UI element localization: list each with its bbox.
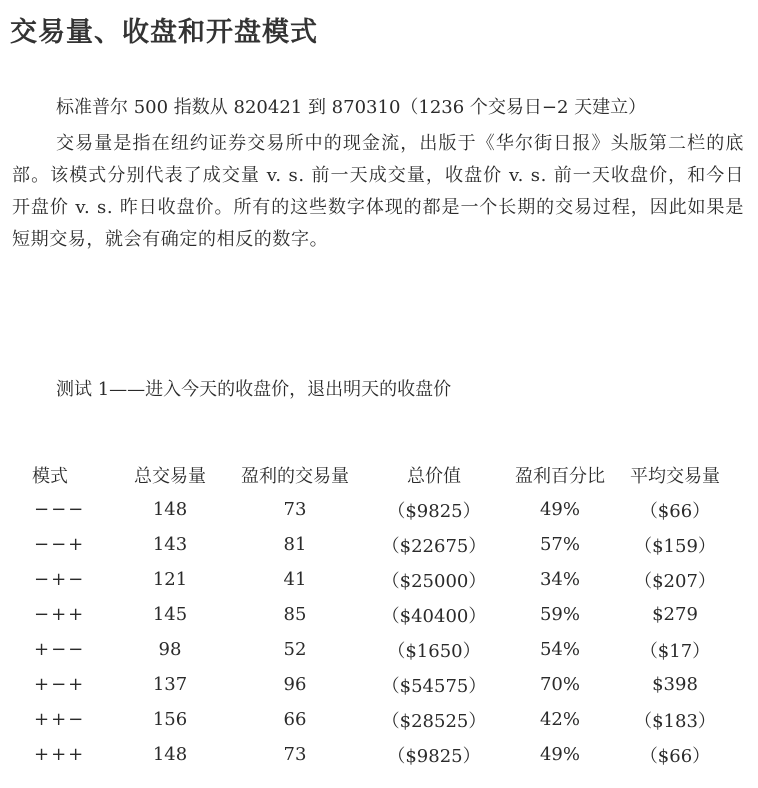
cell-win-percent: 57% [539, 534, 580, 555]
header-win-percent: 盈利百分比 [515, 466, 605, 487]
cell-winning-trades: 73 [283, 499, 307, 520]
cell-pattern: +++ [34, 744, 86, 765]
cell-win-percent: 49% [539, 744, 580, 765]
cell-pattern: −−− [34, 499, 86, 520]
table-row [22, 527, 734, 562]
cell-total-value: （$28525） [381, 710, 487, 732]
cell-total-value: （$22675） [381, 535, 487, 557]
cell-winning-trades: 52 [283, 639, 307, 660]
body-paragraph: 交易量是指在纽约证券交易所中的现金流，出版于《华尔街日报》头版第二栏的底部。该模式分别代表了成交量 v. s. 前一天成交量，收盘价 v. s. 前一天收盘价，和今日开盘价 v. s. 昨日收盘价。所有的这些数字体现的都是一个长期的交易过程，因此如果是短期交易，就会有确定的相反的数字。 [12, 133, 744, 250]
cell-win-percent: 70% [539, 674, 580, 695]
header-total-value: 总价值 [407, 466, 461, 487]
cell-winning-trades: 66 [283, 709, 307, 730]
cell-win-percent: 42% [539, 709, 580, 730]
table-row [22, 737, 734, 772]
cell-average-trade: （$17） [639, 640, 711, 662]
cell-pattern: ++− [34, 709, 86, 730]
cell-winning-trades: 73 [283, 744, 307, 765]
index-description: 标准普尔 500 指数从 820421 到 870310（1236 个交易日−2 天建立） [56, 97, 647, 118]
cell-total-value: （$9825） [387, 745, 481, 767]
cell-total-trades: 137 [152, 674, 188, 695]
table-header-row [22, 458, 734, 492]
header-total-trades: 总交易量 [134, 466, 206, 487]
cell-pattern: −++ [34, 604, 86, 625]
cell-average-trade: $279 [652, 604, 698, 625]
cell-average-trade: $398 [652, 674, 698, 695]
table-row [22, 632, 734, 667]
cell-total-trades: 121 [152, 569, 188, 590]
results-table [22, 458, 734, 772]
table-row [22, 597, 734, 632]
cell-winning-trades: 41 [283, 569, 307, 590]
cell-average-trade: （$183） [634, 710, 716, 732]
cell-pattern: +−+ [34, 674, 86, 695]
table-row [22, 492, 734, 527]
cell-win-percent: 34% [539, 569, 580, 590]
cell-pattern: −−+ [34, 534, 86, 555]
cell-total-trades: 143 [152, 534, 188, 555]
section-title: 交易量、收盘和开盘模式 [10, 17, 318, 48]
cell-winning-trades: 96 [283, 674, 307, 695]
cell-average-trade: （$159） [634, 535, 716, 557]
cell-average-trade: （$207） [634, 570, 716, 592]
test-title: 测试 1——进入今天的收盘价，退出明天的收盘价 [56, 379, 452, 400]
cell-average-trade: （$66） [639, 500, 711, 522]
cell-win-percent: 54% [539, 639, 580, 660]
cell-win-percent: 49% [539, 499, 580, 520]
cell-pattern: −+− [34, 569, 86, 590]
cell-winning-trades: 85 [283, 604, 307, 625]
cell-total-trades: 148 [152, 499, 188, 520]
header-winning-trades: 盈利的交易量 [241, 466, 349, 487]
cell-total-value: （$9825） [387, 500, 481, 522]
cell-total-trades: 98 [158, 639, 182, 660]
table-row [22, 667, 734, 702]
cell-total-value: （$54575） [381, 675, 487, 697]
cell-total-trades: 148 [152, 744, 188, 765]
cell-win-percent: 59% [539, 604, 580, 625]
cell-total-value: （$40400） [381, 605, 487, 627]
table-row [22, 702, 734, 737]
cell-total-trades: 145 [152, 604, 188, 625]
cell-winning-trades: 81 [283, 534, 307, 555]
header-pattern: 模式 [32, 466, 68, 487]
cell-total-value: （$1650） [387, 640, 481, 662]
header-average-trade: 平均交易量 [630, 466, 720, 487]
cell-pattern: +−− [34, 639, 86, 660]
cell-average-trade: （$66） [639, 745, 711, 767]
cell-total-value: （$25000） [381, 570, 487, 592]
table-row [22, 562, 734, 597]
cell-total-trades: 156 [152, 709, 188, 730]
